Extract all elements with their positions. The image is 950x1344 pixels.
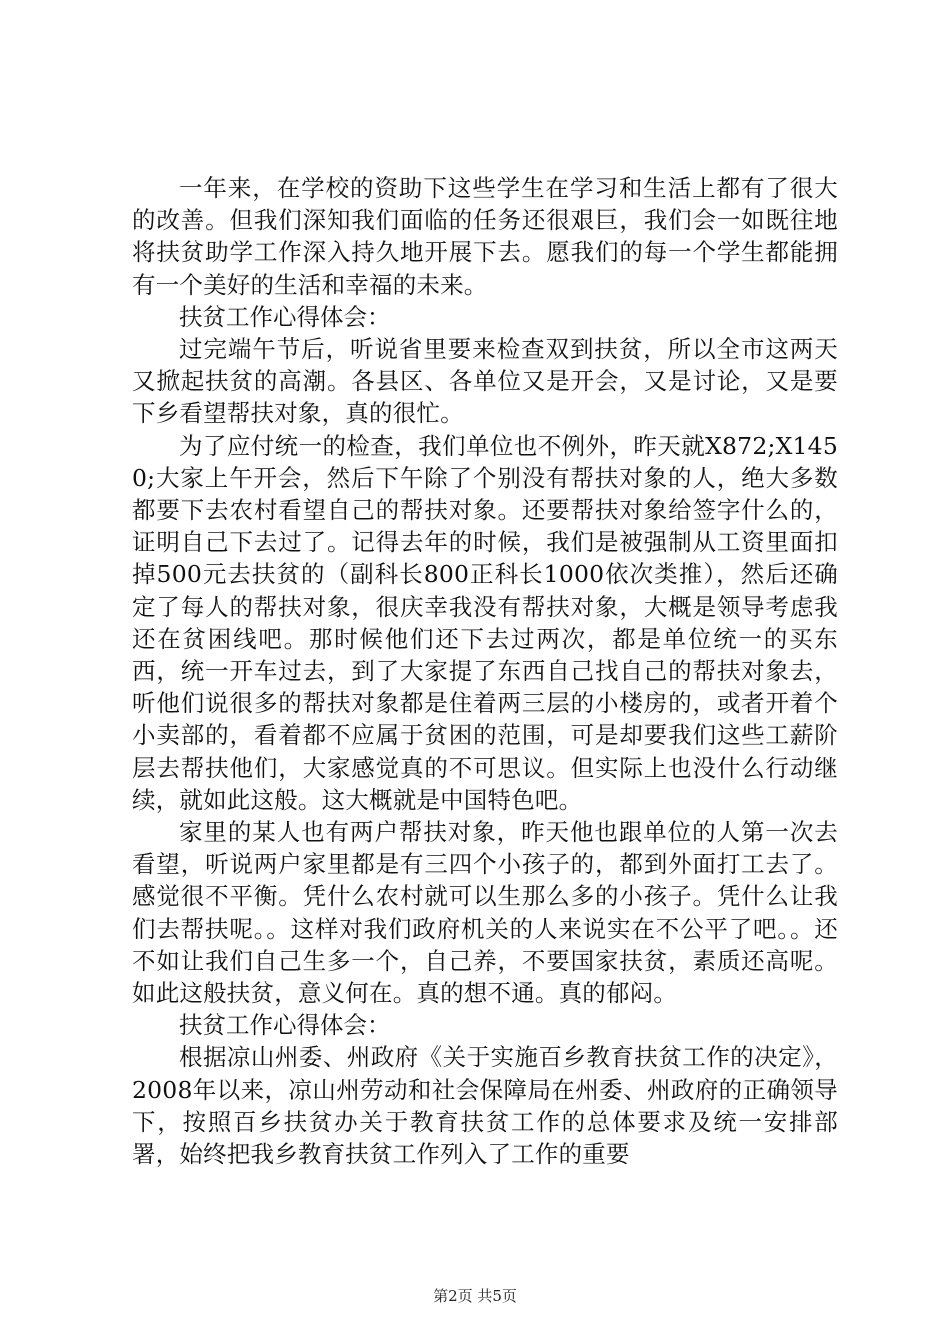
section-heading-1: 扶贫工作心得体会： xyxy=(179,302,391,331)
paragraph-3: 为了应付统一的检查，我们单位也不例外，昨天就X872;X1450;大家上午开会，然后下午除了个别没有帮扶对象的人，绝大多数都要下去农村看望自己的帮扶对象。还要帮扶对象给签字什么的，证明自己下去过了。记得去年的时候，我们是被强制从工资里面扣掉500元去扶贫的（副科长800正科长1000依次类推），然后还确定了每人的帮扶对象，很庆幸我没有帮扶对象，大概是领导考虑我还在贫困线吧。那时候他们还下去过两次，都是单位统一的买东西，统一开车过去，到了大家提了东西自己找自己的帮扶对象去，听他们说很多的帮扶对象都是住着两三层的小楼房的，或者开着个小卖部的，看着都不应属于贫困的范围，可是却要我们这些工薪阶层去帮扶他们，大家感觉真的不可思议。但实际上也没什么行动继续，就如此这般。这大概就是中国特色吧。 xyxy=(132,431,838,814)
paragraph-1: 一年来，在学校的资助下这些学生在学习和生活上都有了很大的改善。但我们深知我们面临的任务还很艰巨，我们会一如既往地将扶贫助学工作深入持久地开展下去。愿我们的每一个学生都能拥有一个美好的生活和幸福的未来。 xyxy=(132,174,838,299)
section-heading-2: 扶贫工作心得体会： xyxy=(179,1011,391,1040)
page-number-footer: 第2页 共5页 xyxy=(433,1287,517,1305)
paragraph-5: 根据凉山州委、州政府《关于实施百乡教育扶贫工作的决定》，2008年以来，凉山州劳动和社会保障局在州委、州政府的正确领导下，按照百乡扶贫办关于教育扶贫工作的总体要求及统一安排部署，始终把我乡教育扶贫工作列入了工作的重要 xyxy=(132,1043,838,1169)
document-body xyxy=(132,172,838,1170)
paragraph-2: 过完端午节后，听说省里要来检查双到扶贫，所以全市这两天又掀起扶贫的高潮。各县区、各单位又是开会，又是讨论，又是要下乡看望帮扶对象，真的很忙。 xyxy=(132,335,838,428)
paragraph-4: 家里的某人也有两户帮扶对象，昨天他也跟单位的人第一次去看望，听说两户家里都是有三四个小孩子的，都到外面打工去了。感觉很不平衡。凭什么农村就可以生那么多的小孩子。凭什么让我们去帮扶呢。。这样对我们政府机关的人来说实在不公平了吧。。还不如让我们自己生多一个，自己养，不要国家扶贫，素质还高呢。如此这般扶贫，意义何在。真的想不通。真的郁闷。 xyxy=(132,818,838,1008)
